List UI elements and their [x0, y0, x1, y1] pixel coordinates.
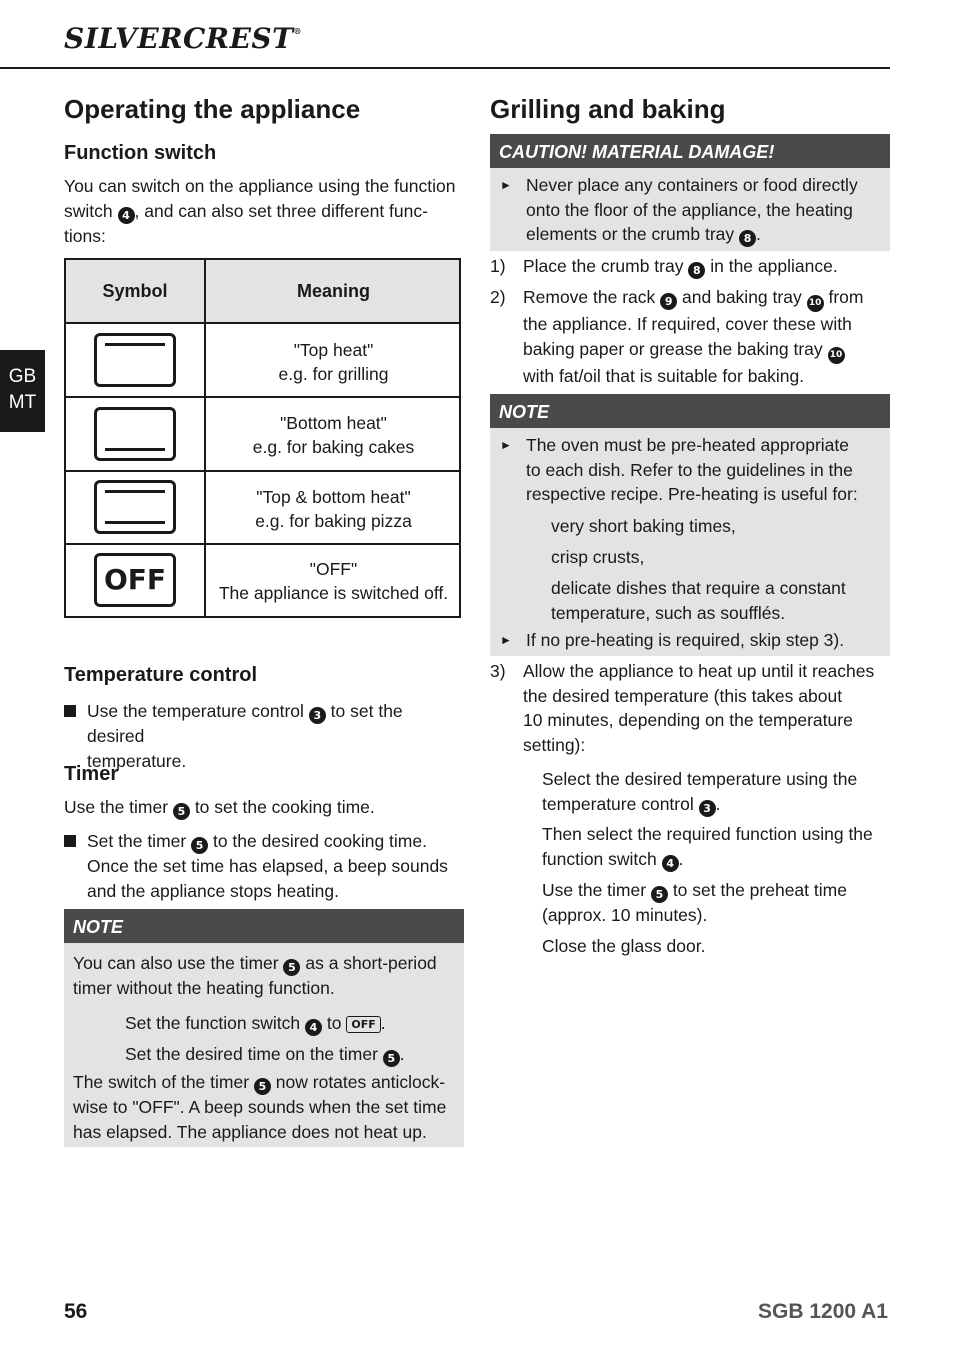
note-box-timer: NOTE You can also use the timer 5 as a short-period timer without the heating function. Set the function switch 4 to OFF . Set the desired time on the timer 5 . The switch of the timer 5 now rotates anticlock- wise to "OFF". A beep sounds when the set time has elapsed. The appliance does not heat up.: [64, 909, 464, 1147]
table-row: "Top heat" e.g. for grilling: [278, 340, 389, 384]
step-3-sub: Then select the required function using the function switch 4 .: [542, 824, 873, 870]
note-title: NOTE: [490, 394, 890, 428]
top-heat-icon: [94, 333, 176, 387]
header-rule: [0, 67, 890, 69]
page-number: 56: [64, 1300, 88, 1323]
brand-logo: SILVERCREST®: [64, 22, 302, 55]
step-3-sub: Close the glass door.: [542, 936, 706, 956]
caution-box: CAUTION! MATERIAL DAMAGE! ► Never place any containers or food directly onto the floor of the appliance, the heating elements or the crumb tray 8 .: [490, 134, 890, 251]
step-3: 3) Allow the appliance to heat up until it reaches the desired temperature (this takes about 10 minutes, depending on the temperature setting):: [490, 661, 875, 755]
section-title-operating: Operating the appliance: [64, 94, 361, 124]
caution-title: CAUTION! MATERIAL DAMAGE!: [490, 134, 890, 168]
off-icon: OFF: [346, 1016, 380, 1033]
table-row: "Bottom heat" e.g. for baking cakes: [252, 413, 415, 457]
step-3-sub: Use the timer 5 to set the preheat time (approx. 10 minutes).: [542, 880, 847, 925]
heading-timer: Timer: [64, 763, 119, 785]
col-symbol: Symbol: [102, 281, 168, 301]
timer-intro: Use the timer 5 to set the cooking time.: [64, 797, 375, 818]
note-step: Set the function switch 4 to OFF .: [125, 1013, 386, 1034]
ref-3-icon: 3: [309, 707, 326, 724]
note-step: Set the desired time on the timer 5 .: [125, 1044, 405, 1065]
function-switch-intro: You can switch on the appliance using the function switch 4 , and can also set three different func- tions:: [64, 176, 456, 246]
list-item: crisp crusts,: [551, 547, 645, 567]
step-1: 1) Place the crumb tray 8 in the appliance.: [490, 256, 838, 277]
ref-4-icon: 4: [118, 207, 135, 224]
step-2: 2) Remove the rack 9 and baking tray 10 from the appliance. If required, cover these with baking paper or grease the baking tray 10 with fat/oil that is suitable for baking.: [490, 287, 864, 386]
language-tab: [0, 350, 45, 432]
temperature-bullet: Use the temperature control 3 to set the desired temperature.: [64, 699, 464, 773]
function-table: [64, 258, 461, 618]
note-box-preheat: NOTE ► The oven must be pre-heated appropriate to each dish. Refer to the guidelines in the respective recipe. Pre-heating is useful for: very short baking times, crisp crusts, delicate dishes that require a constant temperature, such as soufflés. ► If no pre-heating is required, skip step 3).: [490, 394, 890, 656]
heading-temperature-control: Temperature control: [64, 664, 257, 686]
col-meaning: Meaning: [296, 281, 370, 301]
heading-function-switch: Function switch: [64, 142, 217, 164]
language-tab-mt: MT: [8, 392, 37, 413]
model-number: SGB 1200 A1: [758, 1300, 888, 1323]
table-row: "OFF" The appliance is switched off.: [218, 559, 449, 603]
list-item: very short baking times,: [551, 516, 736, 536]
ref-8-icon: 8: [739, 230, 756, 247]
bottom-heat-icon: [94, 407, 176, 461]
ref-5-icon: 5: [191, 837, 208, 854]
section-title-grilling: Grilling and baking: [490, 94, 726, 124]
ref-5-icon: 5: [173, 803, 190, 820]
note-title: NOTE: [64, 909, 464, 943]
step-3-sub: Select the desired temperature using the temperature control 3 .: [542, 769, 858, 815]
off-icon: OFF: [94, 553, 176, 607]
language-tab-gb: GB: [8, 366, 37, 387]
timer-bullet: Set the timer 5 to the desired cooking time. Once the set time has elapsed, a beep sounds and the appliance stops heating.: [64, 829, 464, 903]
table-row: "Top & bottom heat" e.g. for baking pizza: [255, 487, 412, 531]
list-item: delicate dishes that require a constant temperature, such as soufflés.: [551, 578, 846, 623]
top-bottom-heat-icon: [94, 480, 176, 534]
